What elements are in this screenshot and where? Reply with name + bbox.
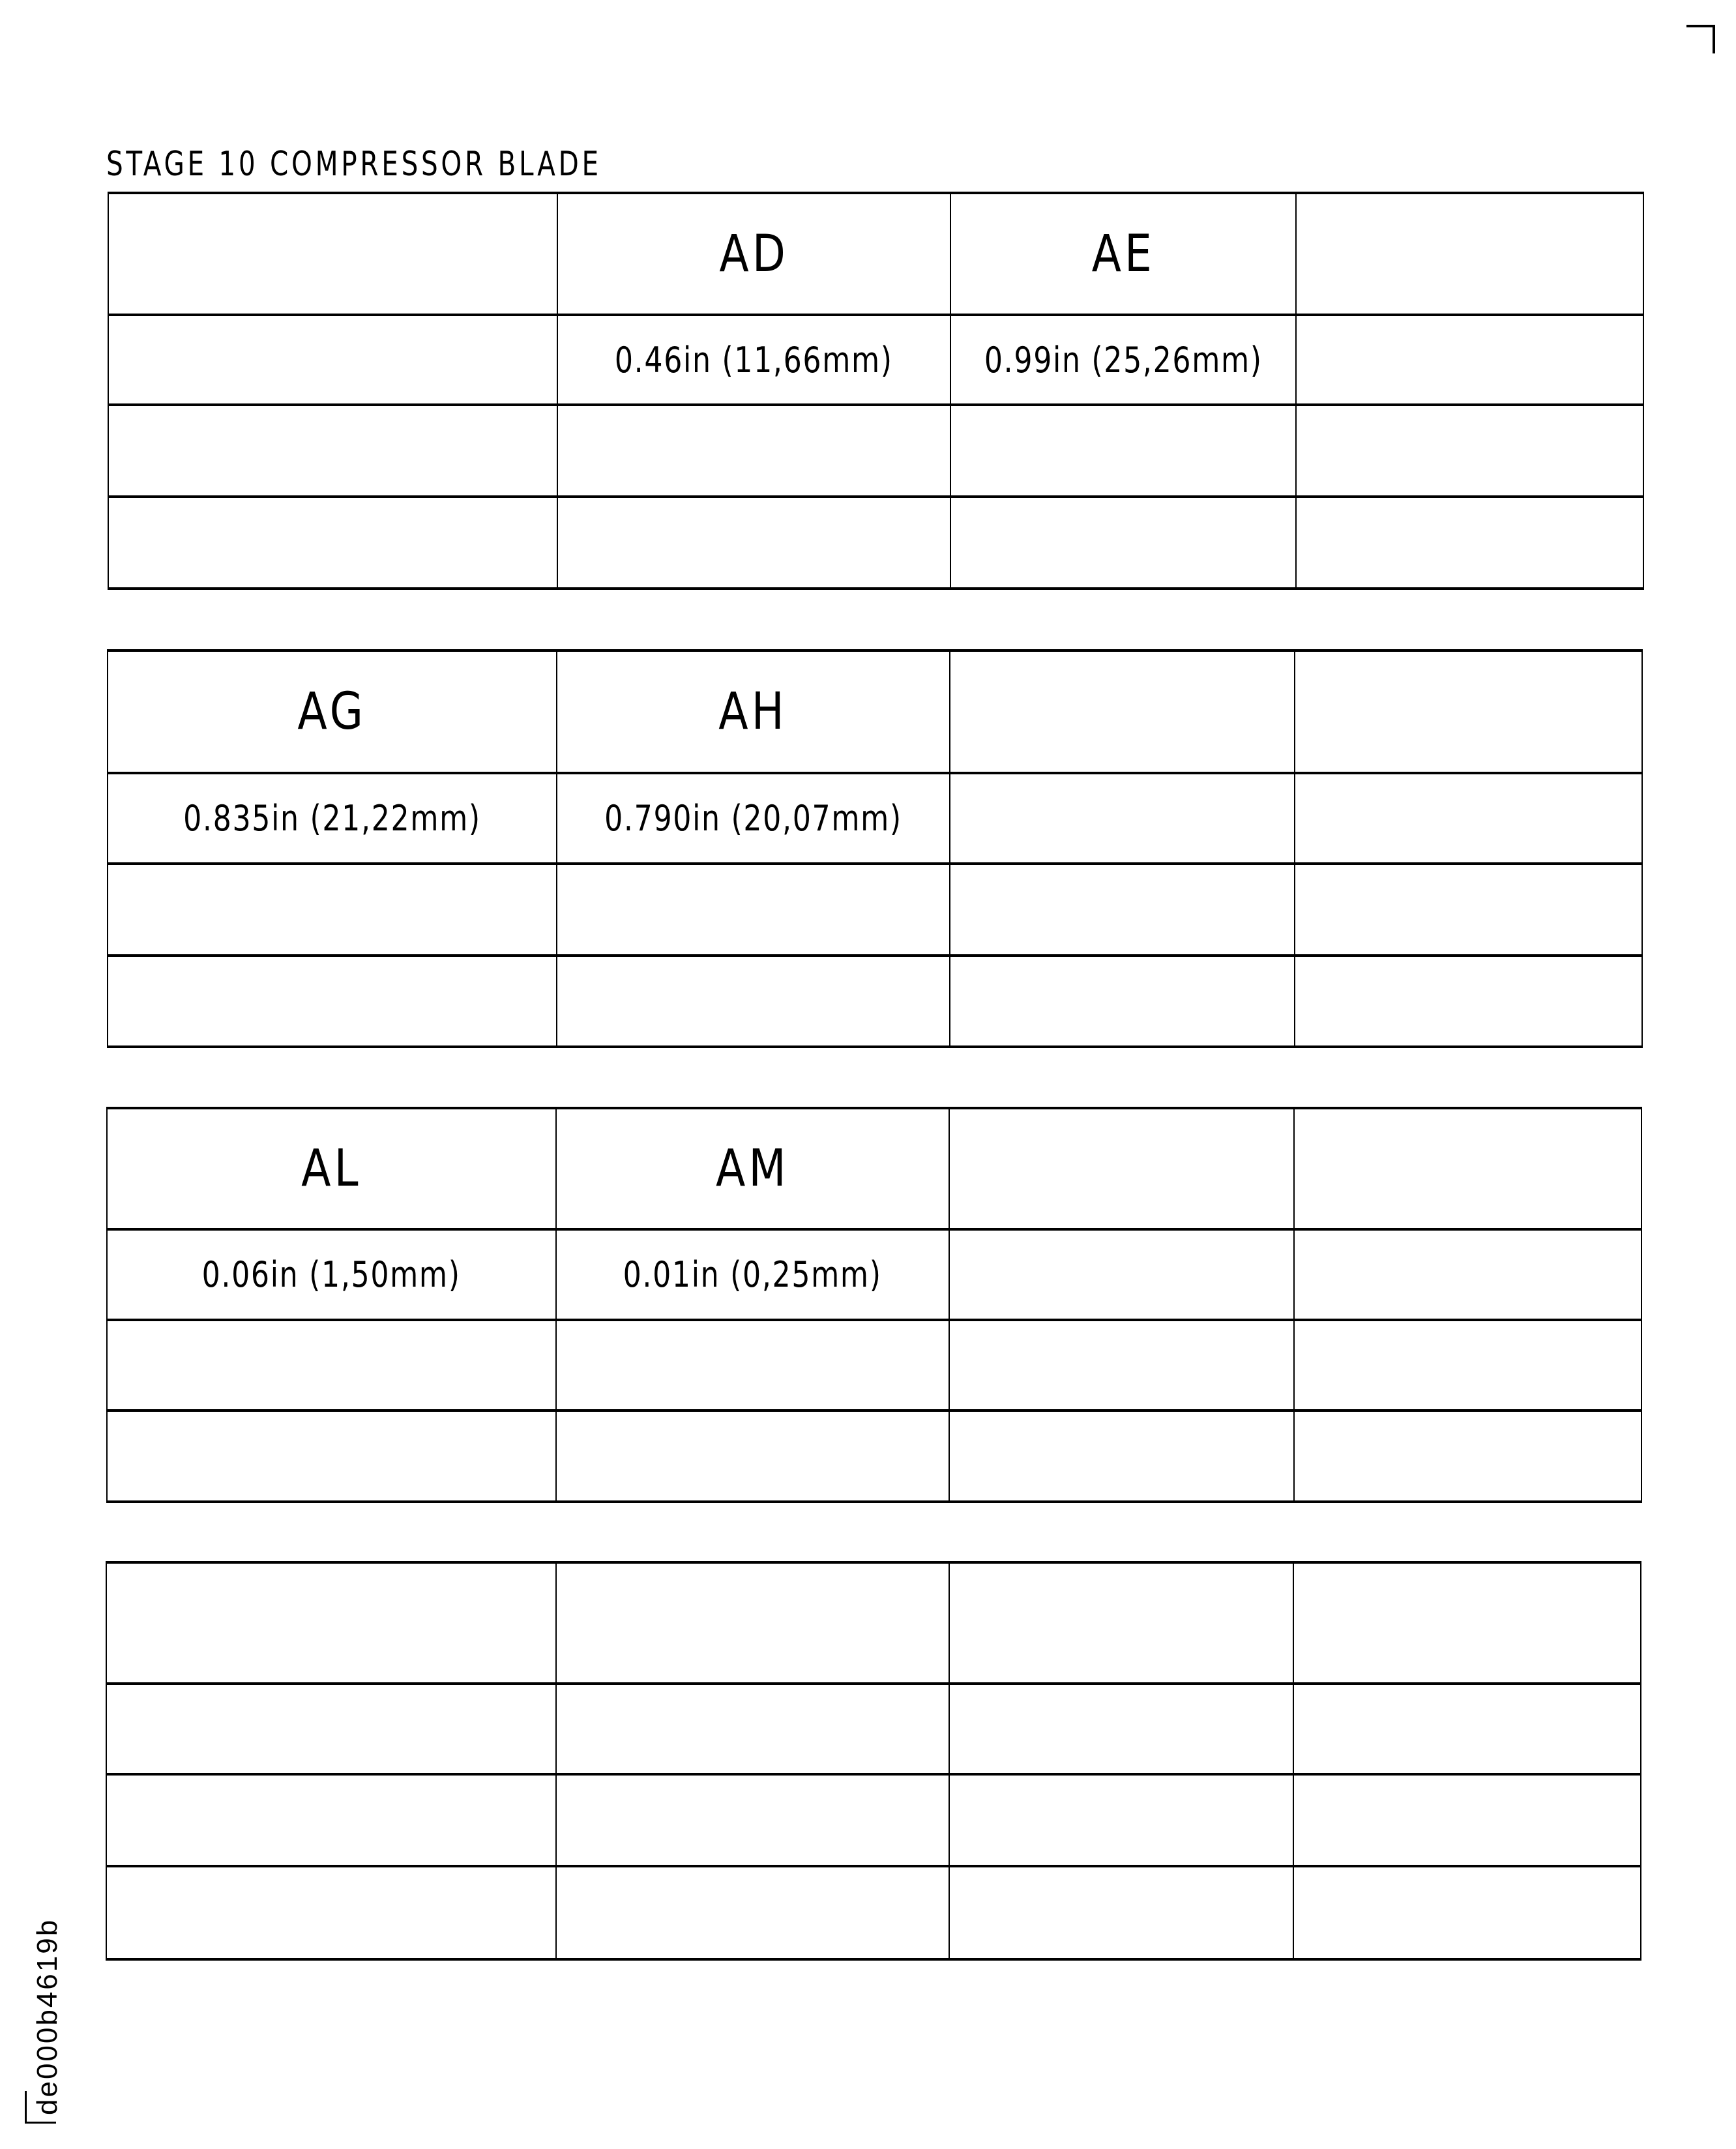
- table-cell: [949, 1774, 1293, 1866]
- table-cell: [556, 1562, 949, 1684]
- table-cell: [950, 315, 1296, 405]
- table-row: [108, 193, 1643, 315]
- table-cell: [1293, 1562, 1641, 1684]
- table-cell: [107, 1229, 556, 1320]
- dimension-value-ae: 0.99in (25,26mm): [984, 339, 1263, 381]
- table-cell: [557, 193, 950, 315]
- dimension-label-al: AL: [301, 1139, 362, 1198]
- table-cell: [949, 1411, 1294, 1502]
- table-row: [108, 864, 1642, 956]
- table-cell: [557, 315, 950, 405]
- dimension-label-ah: AH: [718, 682, 788, 741]
- table-cell: [556, 1229, 949, 1320]
- table-cell: [108, 315, 557, 405]
- table-row: [108, 773, 1642, 864]
- table-cell: [557, 864, 950, 956]
- dimension-label-am: AM: [716, 1139, 789, 1198]
- table-cell: [949, 1684, 1293, 1774]
- table-cell: [106, 1866, 556, 1959]
- table-cell: [1295, 864, 1642, 956]
- table-cell: [1294, 1320, 1641, 1411]
- dimension-label-ae: AE: [1091, 224, 1155, 284]
- table-cell: [106, 1562, 556, 1684]
- document-title: STAGE 10 COMPRESSOR BLADE: [106, 145, 602, 184]
- table-cell: [108, 773, 557, 864]
- table-cell: [950, 193, 1296, 315]
- table-cell: [1296, 315, 1643, 405]
- corner-mark-top-right-horizontal: [1686, 25, 1715, 27]
- dimension-table-3: [106, 1107, 1642, 1503]
- table-cell: [1296, 405, 1643, 497]
- table-cell: [556, 1774, 949, 1866]
- table-cell: [557, 956, 950, 1047]
- table-row: [108, 956, 1642, 1047]
- table-cell: [1296, 193, 1643, 315]
- table-cell: [108, 956, 557, 1047]
- table-cell: [556, 1411, 949, 1502]
- table-cell: [108, 497, 557, 589]
- table-cell: [1293, 1774, 1641, 1866]
- table-row: [106, 1774, 1641, 1866]
- table-row: [106, 1684, 1641, 1774]
- dimension-value-ad: 0.46in (11,66mm): [615, 339, 893, 381]
- table-cell: [557, 497, 950, 589]
- table-row: [108, 651, 1642, 773]
- table-row: [108, 405, 1643, 497]
- table-cell: [557, 651, 950, 773]
- table-cell: [556, 1866, 949, 1959]
- figure-id-label: de000b4619b: [31, 1918, 63, 2115]
- table-cell: [556, 1108, 949, 1229]
- table-cell: [556, 1684, 949, 1774]
- table-cell: [1293, 1866, 1641, 1959]
- table-cell: [1295, 956, 1642, 1047]
- table-cell: [949, 1866, 1293, 1959]
- dimension-value-ag: 0.835in (21,22mm): [183, 798, 481, 839]
- table-cell: [108, 405, 557, 497]
- table-cell: [106, 1684, 556, 1774]
- dimension-label-ag: AG: [297, 682, 367, 741]
- table-row: [108, 497, 1643, 589]
- dimension-label-ad: AD: [719, 224, 789, 284]
- table-row: [107, 1320, 1641, 1411]
- table-cell: [950, 497, 1296, 589]
- table-row: [107, 1411, 1641, 1502]
- table-row: [107, 1108, 1641, 1229]
- table-cell: [108, 651, 557, 773]
- corner-mark-bottom-left-horizontal: [25, 2122, 56, 2124]
- dimension-table-1: [108, 192, 1644, 590]
- table-cell: [949, 1108, 1294, 1229]
- corner-mark-top-right-vertical: [1713, 25, 1715, 53]
- corner-mark-bottom-left-vertical: [25, 2091, 27, 2124]
- table-cell: [949, 1562, 1293, 1684]
- table-cell: [1296, 497, 1643, 589]
- table-cell: [950, 773, 1295, 864]
- table-row: [108, 315, 1643, 405]
- table-cell: [556, 1320, 949, 1411]
- table-cell: [950, 956, 1295, 1047]
- table-cell: [950, 651, 1295, 773]
- table-cell: [949, 1229, 1294, 1320]
- table-cell: [108, 864, 557, 956]
- table-cell: [1294, 1229, 1641, 1320]
- dimension-table-4: [106, 1561, 1641, 1961]
- table-cell: [949, 1320, 1294, 1411]
- table-cell: [107, 1108, 556, 1229]
- dimension-value-al: 0.06in (1,50mm): [201, 1254, 462, 1295]
- table-cell: [106, 1774, 556, 1866]
- table-cell: [557, 405, 950, 497]
- dimension-value-am: 0.01in (0,25mm): [623, 1254, 883, 1295]
- dimension-value-ah: 0.790in (20,07mm): [604, 798, 902, 839]
- table-cell: [557, 773, 950, 864]
- table-cell: [108, 193, 557, 315]
- dimension-table-2: [107, 649, 1643, 1048]
- table-cell: [1293, 1684, 1641, 1774]
- table-cell: [1295, 651, 1642, 773]
- table-cell: [950, 405, 1296, 497]
- table-cell: [1294, 1108, 1641, 1229]
- table-cell: [950, 864, 1295, 956]
- table-cell: [1295, 773, 1642, 864]
- table-cell: [107, 1411, 556, 1502]
- table-row: [107, 1229, 1641, 1320]
- table-cell: [1294, 1411, 1641, 1502]
- table-row: [106, 1866, 1641, 1959]
- table-cell: [107, 1320, 556, 1411]
- table-row: [106, 1562, 1641, 1684]
